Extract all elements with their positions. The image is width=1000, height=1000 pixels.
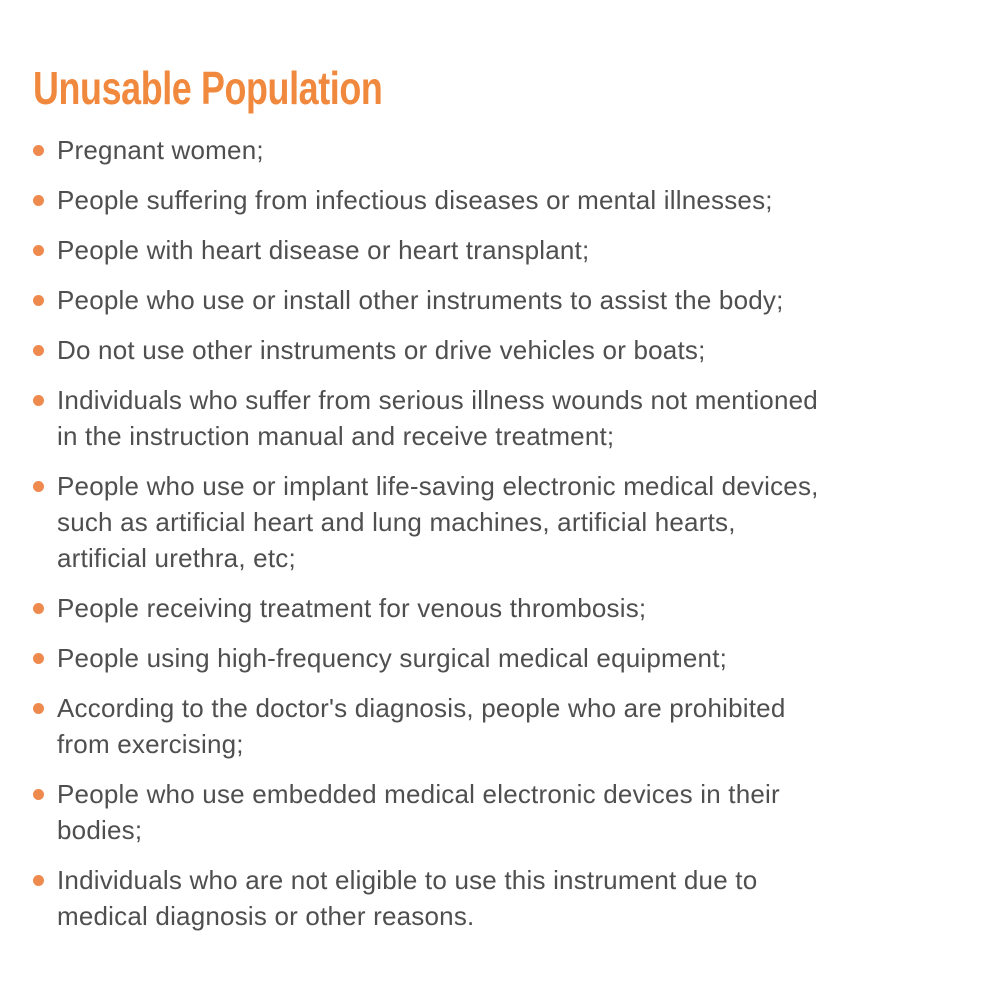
bullet-icon — [33, 395, 44, 406]
bullet-icon — [33, 195, 44, 206]
list-item — [33, 182, 970, 218]
list-item-text — [57, 776, 970, 848]
list-item-line: in the instruction manual and receive treatment; — [57, 421, 615, 451]
list-item-text — [57, 182, 970, 218]
list-item-line: People who use or install other instruments to assist the body; — [57, 285, 784, 315]
list-item-line: Individuals who suffer from serious illness wounds not mentioned — [57, 385, 818, 415]
list-item — [33, 690, 970, 762]
list-item-line: Pregnant women; — [57, 135, 264, 165]
list-item-line: People suffering from infectious diseases or mental illnesses; — [57, 185, 773, 215]
bullet-icon — [33, 603, 44, 614]
unusable-population-list — [33, 132, 970, 934]
bullet-icon — [33, 345, 44, 356]
list-item — [33, 232, 970, 268]
list-item-line: People receiving treatment for venous thrombosis; — [57, 593, 647, 623]
bullet-icon — [33, 703, 44, 714]
bullet-icon — [33, 295, 44, 306]
page-title — [33, 64, 1000, 112]
list-item-line: such as artificial heart and lung machines, artificial hearts, — [57, 507, 736, 537]
list-item-text — [57, 132, 970, 168]
list-item-text — [57, 468, 970, 576]
list-item-text — [57, 382, 970, 454]
list-item-line: Do not use other instruments or drive vehicles or boats; — [57, 335, 706, 365]
bullet-icon — [33, 653, 44, 664]
list-item-line: People who use or implant life-saving electronic medical devices, — [57, 471, 819, 501]
list-item — [33, 640, 970, 676]
list-item — [33, 468, 970, 576]
page-title-text: Unusable Population — [33, 62, 383, 114]
list-item — [33, 382, 970, 454]
list-item-line: bodies; — [57, 815, 143, 845]
list-item — [33, 776, 970, 848]
list-item-line: People who use embedded medical electronic devices in their — [57, 779, 780, 809]
list-item-line: Individuals who are not eligible to use this instrument due to — [57, 865, 758, 895]
bullet-icon — [33, 875, 44, 886]
list-item-text — [57, 690, 970, 762]
list-item — [33, 332, 970, 368]
list-item — [33, 132, 970, 168]
bullet-icon — [33, 145, 44, 156]
list-item-line: artificial urethra, etc; — [57, 543, 296, 573]
list-item-text — [57, 232, 970, 268]
list-item-line: medical diagnosis or other reasons. — [57, 901, 475, 931]
list-item — [33, 862, 970, 934]
list-item-text — [57, 332, 970, 368]
list-item-line: According to the doctor's diagnosis, people who are prohibited — [57, 693, 786, 723]
list-item-line: People using high-frequency surgical medical equipment; — [57, 643, 728, 673]
list-item — [33, 282, 970, 318]
list-item-text — [57, 640, 970, 676]
bullet-icon — [33, 481, 44, 492]
list-item-line: from exercising; — [57, 729, 244, 759]
bullet-icon — [33, 789, 44, 800]
list-item-text — [57, 862, 970, 934]
list-item-text — [57, 590, 970, 626]
bullet-icon — [33, 245, 44, 256]
list-item — [33, 590, 970, 626]
list-item-line: People with heart disease or heart transplant; — [57, 235, 590, 265]
list-item-text — [57, 282, 970, 318]
